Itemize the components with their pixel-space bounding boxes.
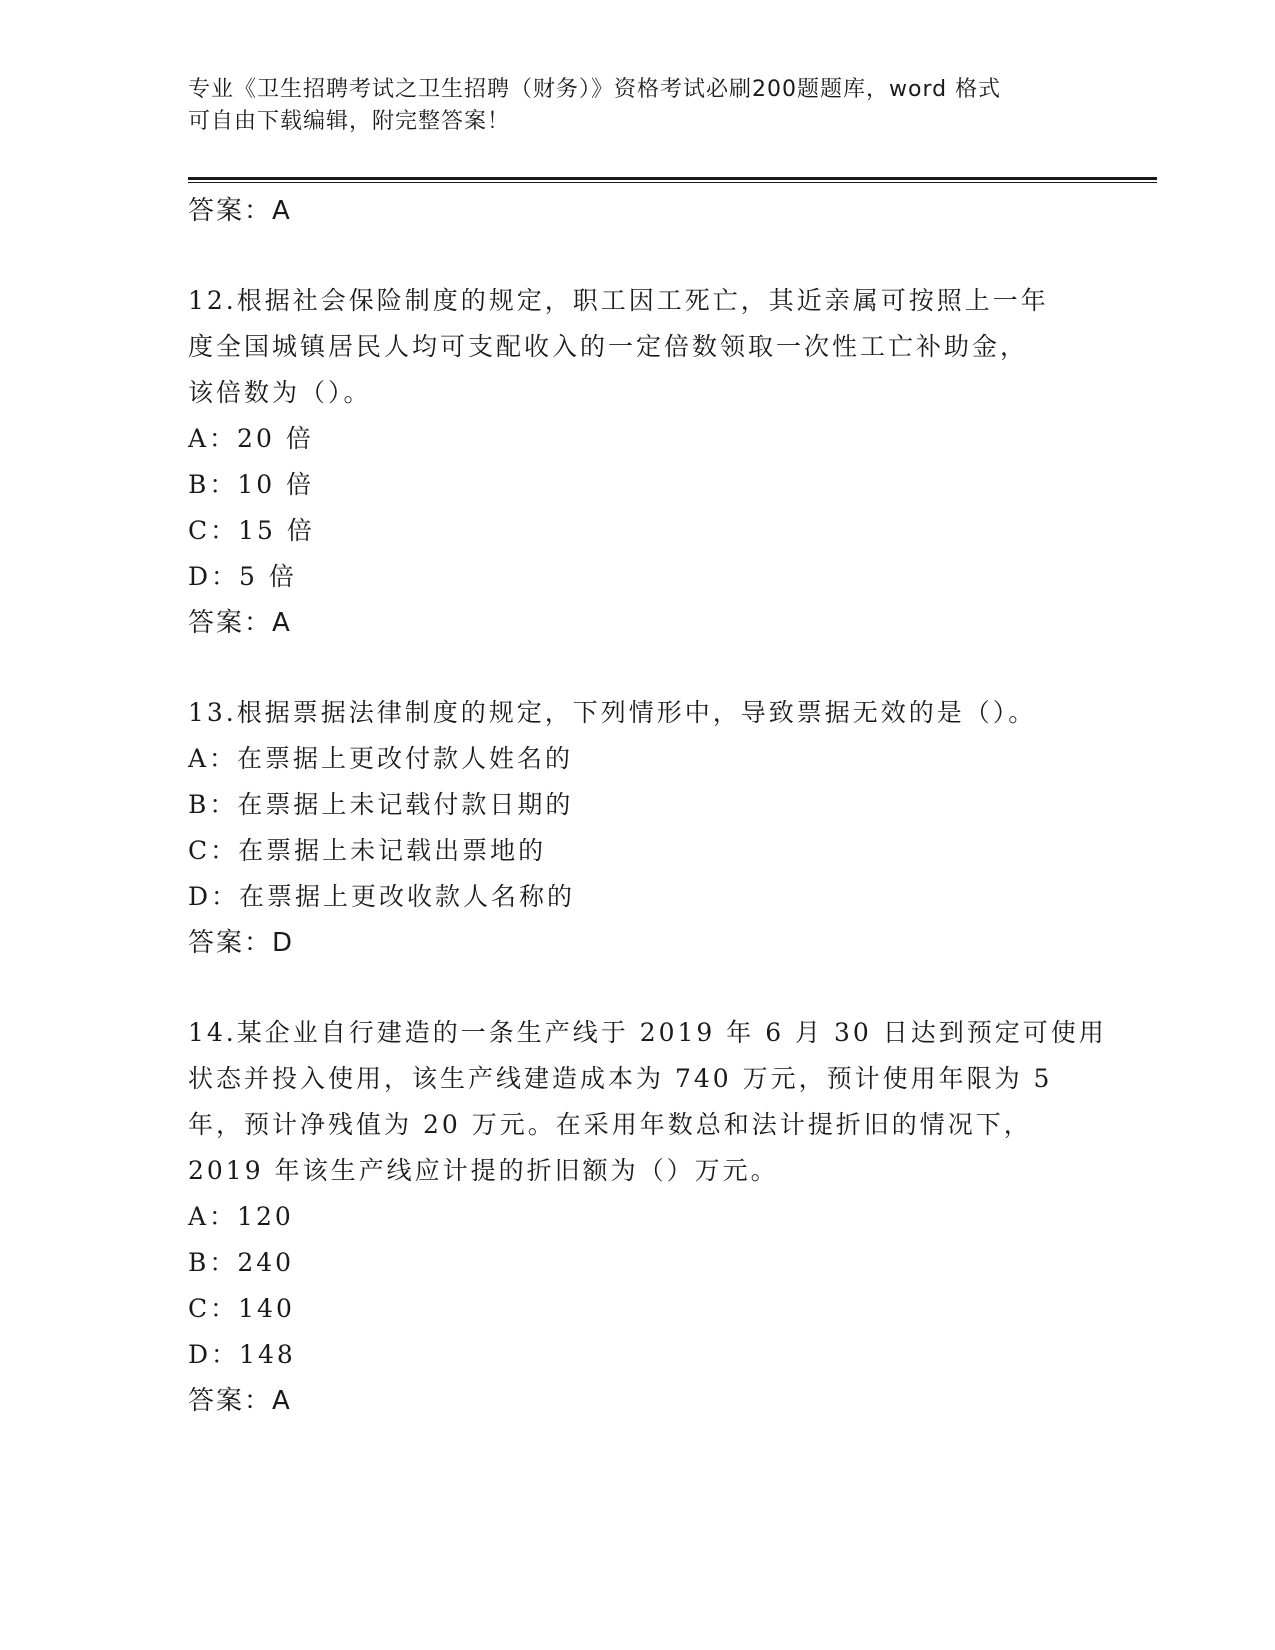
option-c: C：在票据上未记载出票地的 — [188, 836, 547, 865]
stem-line: 14.某企业自行建造的一条生产线于 2019 年 6 月 30 日达到预定可使用 — [188, 1018, 1107, 1047]
option-c: C：140 — [188, 1294, 295, 1323]
stem-line: 该倍数为（）。 — [188, 378, 372, 407]
option-a: A：20 倍 — [188, 424, 314, 453]
document-header — [188, 74, 1088, 138]
option-d: D：5 倍 — [188, 562, 297, 591]
stem-line: 13.根据票据法律制度的规定，下列情形中，导致票据无效的是（）。 — [188, 698, 1037, 727]
header-line: 专业《卫生招聘考试之卫生招聘（财务）》资格考试必刷200题题库，word 格式 — [188, 77, 1002, 102]
question-12 — [188, 278, 1088, 646]
option-b: B：240 — [188, 1248, 295, 1277]
header-line: 可自由下载编辑，附完整答案！ — [188, 109, 511, 134]
option-a: A：120 — [188, 1202, 294, 1231]
question-stem — [188, 690, 1088, 736]
answer: 答案：A — [188, 1386, 292, 1416]
question-14 — [188, 1010, 1107, 1424]
option-b: B：10 倍 — [188, 470, 315, 499]
option-d: D：148 — [188, 1340, 296, 1369]
stem-line: 12.根据社会保险制度的规定，职工因工死亡，其近亲属可按照上一年 — [188, 286, 1049, 315]
stem-line: 度全国城镇居民人均可支配收入的一定倍数领取一次性工亡补助金， — [188, 332, 1029, 361]
question-stem — [188, 1010, 1107, 1194]
answer: 答案：A — [188, 608, 292, 638]
document-body — [188, 188, 1107, 1424]
option-c: C：15 倍 — [188, 516, 315, 545]
stem-line: 状态并投入使用，该生产线建造成本为 740 万元，预计使用年限为 5 — [188, 1064, 1053, 1093]
stem-line: 2019 年该生产线应计提的折旧额为（）万元。 — [188, 1156, 779, 1185]
header-rule-thick — [188, 177, 1157, 180]
question-stem — [188, 278, 1088, 416]
previous-answer: 答案：A — [188, 196, 292, 226]
header-rule-thin — [188, 182, 1157, 183]
option-a: A：在票据上更改付款人姓名的 — [188, 744, 574, 773]
option-b: B：在票据上未记载付款日期的 — [188, 790, 574, 819]
answer: 答案：D — [188, 928, 295, 958]
question-13 — [188, 690, 1088, 966]
stem-line: 年，预计净残值为 20 万元。在采用年数总和法计提折旧的情况下， — [188, 1110, 1032, 1139]
option-d: D：在票据上更改收款人名称的 — [188, 882, 576, 911]
